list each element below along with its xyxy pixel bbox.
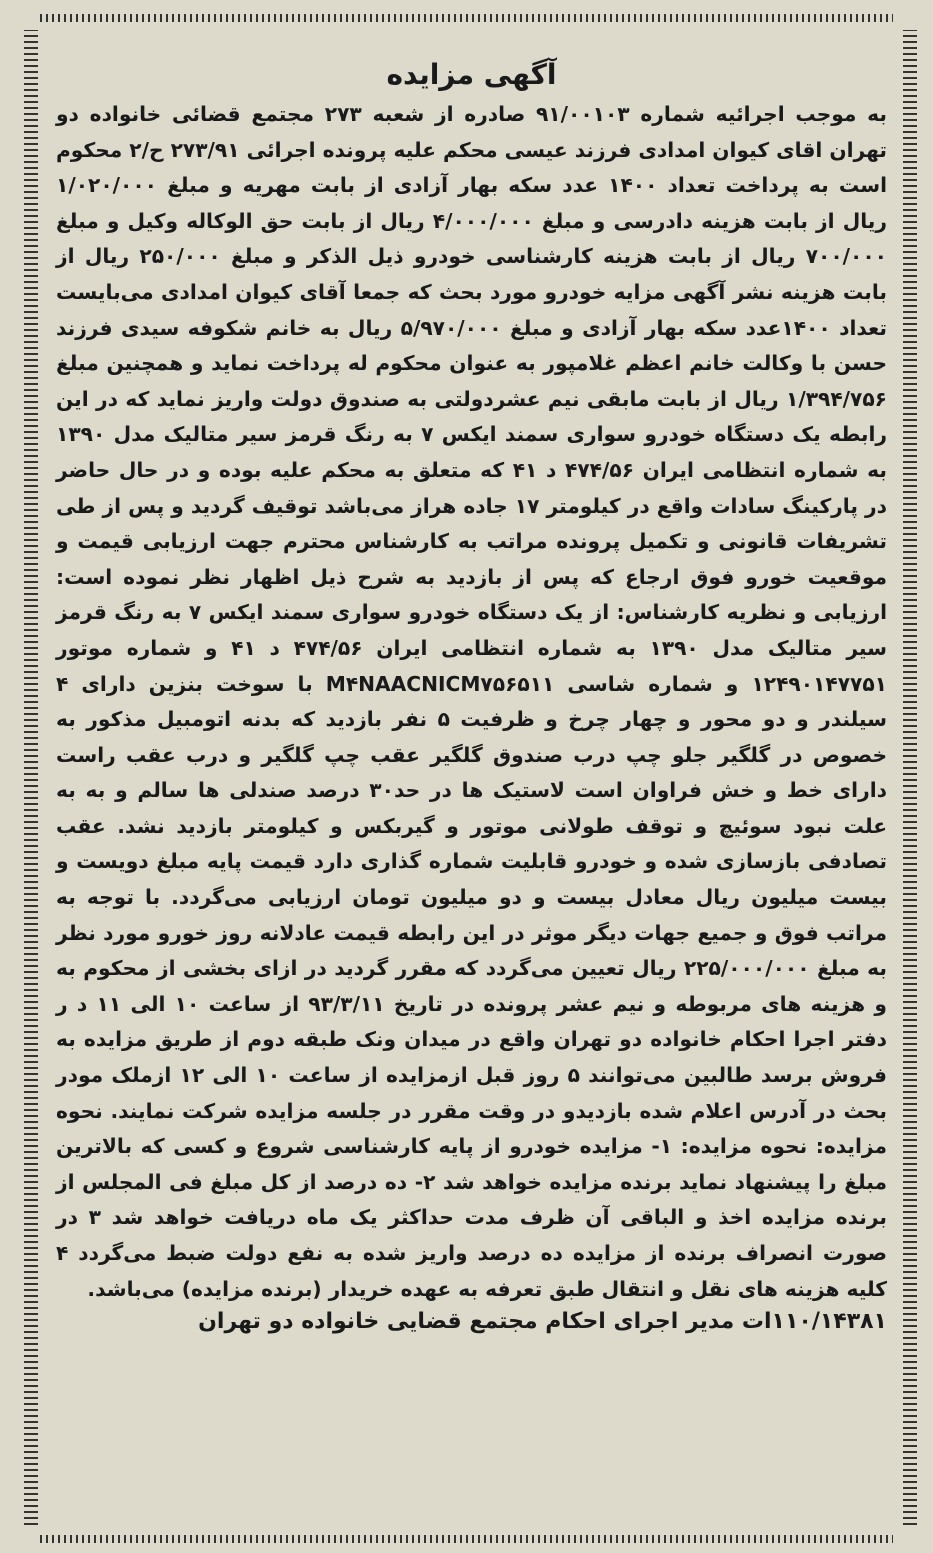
notice-title: آگهی مزایده [386,58,557,91]
top-dotted-border [40,14,893,22]
right-dotted-border [903,30,917,1525]
bottom-dotted-border [40,1535,893,1543]
notice-content [56,58,887,1334]
notice-signature: ۱۱۰/۱۴۳۸۱ات مدیر اجرای احکام مجتمع قضایی خانواده دو تهران [198,1309,887,1335]
notice-body: به موجب اجرائیه شماره ۹۱/۰۰۱۰۳ صادره از شعبه ۲۷۳ مجتمع قضائی خانواده دو تهران اقای کیوان امدادی فرزند عیسی محکم علیه پرونده اجرائی ۲۷۳/۹۱ ح/۲ محکوم است به پرداخت تعداد ۱۴۰۰ عدد سکه بهار آزادی از بابت مهریه و مبلغ ۱/۰۲۰/۰۰۰ ریال از بابت هزینه دادرسی و مبلغ ۴/۰۰۰/۰۰۰ ریال از بابت حق الوکاله وکیل و مبلغ ۷۰۰/۰۰۰ ریال از بابت هزینه کارشناسی خودرو ذیل الذکر و مبلغ ۲۵۰/۰۰۰ ریال از بابت هزینه نشر آگهی مزایه خودرو مورد بحث که جمعا آقای کیوان امدادی می‌بایست تعداد ۱۴۰۰عدد سکه بهار آزادی و مبلغ ۵/۹۷۰/۰۰۰ ریال به خانم شکوفه سیدی فرزند حسن با وکالت خانم اعظم غلامپور به عنوان محکوم له پرداخت نماید و همچنین مبلغ ۱/۳۹۴/۷۵۶ ریال از بابت مابقی نیم عشردولتی به صندوق دولت واریز نماید که در این رابطه یک دستگاه خودرو سواری سمند ایکس ۷ به رنگ قرمز سیر متالیک مدل ۱۳۹۰ به شماره انتظامی ایران ۴۷۴/۵۶ د ۴۱ که متعلق به محکم علیه بوده و در حال حاضر در پارکینگ سادات واقع در کیلومتر ۱۷ جاده هراز می‌باشد توقیف گردید و پس از طی تشریفات قانونی و تکمیل پرونده مراتب به کارشناس محترم جهت ارزیابی قیمت و موقعیت خورو فوق ارجاع که پس از بازدید به شرح ذیل اظهار نظر نموده است: ارزیابی و نظریه کارشناس: از یک دستگاه خودرو سواری سمند ایکس ۷ به رنگ قرمز سیر متالیک مدل ۱۳۹۰ به شماره انتظامی ایران ۴۷۴/۵۶ د ۴۱ و شماره موتور ۱۲۴۹۰۱۴۷۷۵۱ و شماره شاسی M۴NAACNICM۷۵۶۵۱۱ با سوخت بنزین دارای ۴ سیلندر و دو محور و چهار چرخ و ظرفیت ۵ نفر بازدید که بدنه اتومبیل مذکور به خصوص در گلگیر جلو چپ درب صندوق گلگیر عقب چپ گلگیر و درب عقب راست دارای خط و خش فراوان است لاستیک ها در حد۳۰ درصد صندلی ها سالم و به به علت نبود سوئیچ و توقف طولانی موتور و گیربکس و کیلومتر بازدید نشد. عقب تصادفی بازسازی شده و خودرو قابلیت شماره گذاری دارد قیمت پایه مبلغ دویست و بیست میلیون ریال معادل بیست و دو میلیون تومان ارزیابی می‌گردد. با توجه به مراتب فوق و جمیع جهات دیگر موثر در این رابطه قیمت عادلانه روز خورو مورد نظر به مبلغ ۲۲۵/۰۰۰/۰۰۰ ریال تعیین می‌گردد که مقرر گردید در ازای بخشی از محکوم به و هزینه های مربوطه و نیم عشر پرونده در تاریخ ۹۳/۳/۱۱ از ساعت ۱۰ الی ۱۱ د ر دفتر اجرا احکام خانواده دو تهران واقع در میدان ونک طبقه دوم از طریق مزایده به فروش برسد طالبین می‌توانند ۵ روز قبل ازمزایده از ساعت ۱۰ الی ۱۲ ازملک مودر بحث در آدرس اعلام شده بازدیدو در وقت مقرر در جلسه مزایده شرکت نمایند. نحوه مزایده: نحوه مزایده: ۱- مزایده خودرو از پایه کارشناسی شروع و کسی که بالاترین مبلغ را پیشنهاد نماید برنده مزایده خواهد شد ۲- ده درصد از کل مبلغ فی المجلس از برنده مزایده اخذ و الباقی آن ظرف مدت حداکثر یک ماه دریافت خواهد شد ۳ در صورت انصراف برنده از مزایده ده درصد واریز شده به نفع دولت ضبط می‌گردد ۴ کلیه هزینه های نقل و انتقال طبق تعرفه به عهده خریدار (برنده مزایده) می‌باشد. [56,102,888,1301]
left-dotted-border [24,30,38,1525]
